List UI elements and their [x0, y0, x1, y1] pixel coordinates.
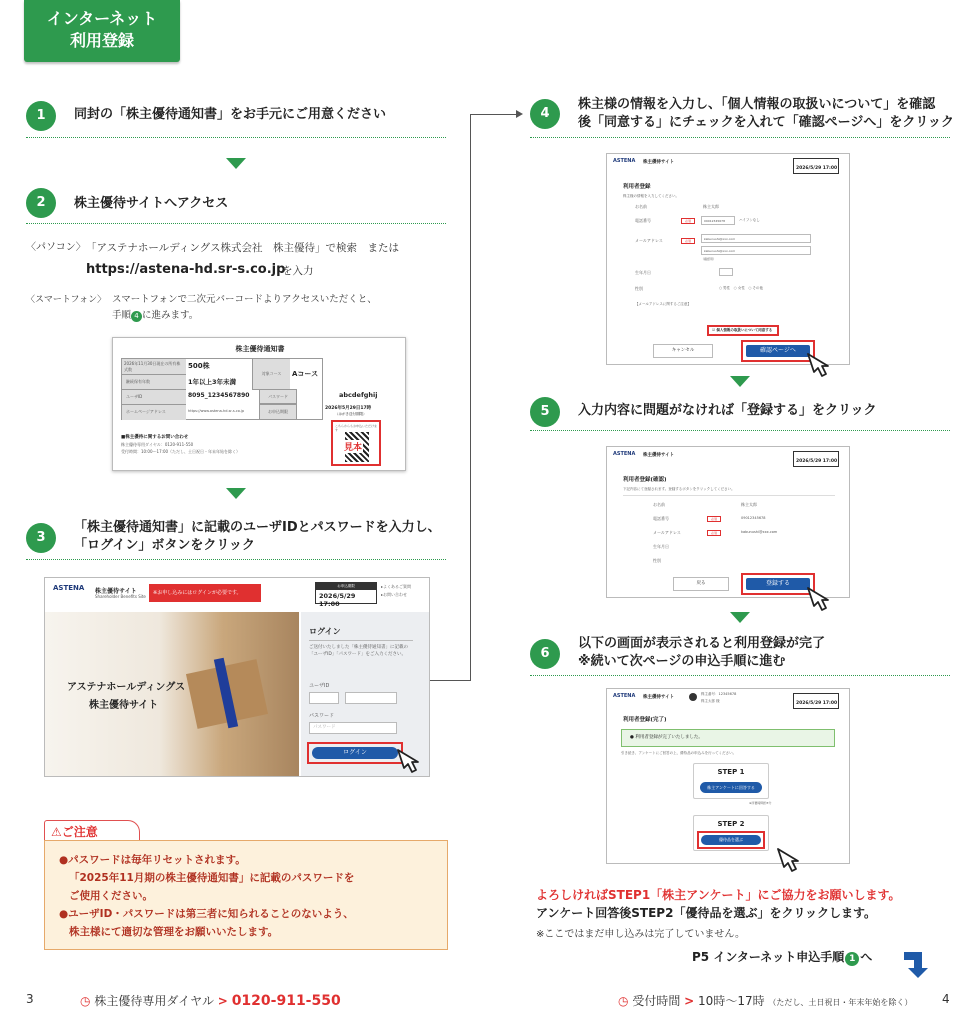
hero-line2: 株主優待サイト — [89, 700, 159, 711]
caution-line2: 「2025年11月期の株主優待通知書」に記載のパスワードを — [69, 872, 355, 884]
not-complete-note: ※ここではまだ申し込みは完了していません。 — [536, 929, 745, 940]
step-6-line2: ※続いて次ページの申込手順に進む — [578, 654, 786, 669]
next-step-badge: 1 — [845, 952, 859, 966]
page-number-left: 3 — [26, 992, 34, 1006]
sp-text1: スマートフォンで二次元バーコードよりアクセスいただくと、 — [112, 294, 377, 305]
next-page-post: へ — [860, 950, 873, 964]
deadline-value: 2026/5/29 17:00 — [319, 592, 356, 608]
pointer-hand-icon — [390, 746, 430, 780]
user-name: 株主太郎 様 — [701, 699, 720, 703]
reg-form — [623, 202, 835, 314]
reg-desc: 株主様の情報を入力してください。 — [623, 194, 679, 198]
dial-label: 株主優待専用ダイヤル — [94, 994, 214, 1008]
login-divider — [309, 640, 413, 641]
email-confirm-input[interactable]: kabunushi@xxx.com — [701, 246, 811, 255]
step-3-line1: 「株主優待通知書」に記載のユーザIDとパスワードを入力し、 — [74, 520, 441, 535]
confirm-desc: 下記内容にて登録されます。登録するボタンをクリックしてください。 — [623, 487, 735, 491]
gender-other[interactable]: その他 — [752, 286, 764, 290]
caution-line3: ご使用ください。 — [69, 890, 153, 902]
pointer-hand-icon — [800, 350, 840, 384]
clock-icon: ◷ — [80, 994, 91, 1008]
step-number-5: 5 — [530, 397, 560, 427]
next-page-link[interactable] — [692, 948, 872, 966]
sp-text2-post: に進みます。 — [142, 310, 199, 321]
turn-down-arrow-icon — [902, 948, 934, 980]
reg-deadline: 2026/5/29 17:00 — [793, 158, 839, 174]
confirm-page-button[interactable]: 確認ページへ — [746, 345, 810, 357]
dial-info — [80, 992, 341, 1009]
login-screenshot — [44, 577, 430, 777]
step-2-text: 株主優待サイトへアクセス — [74, 196, 229, 211]
step-3-line2: 「ログイン」ボタンをクリック — [74, 538, 255, 553]
pc-text: 「アステナホールディングス株式会社 株主優待」で検索 または — [86, 242, 400, 254]
success-banner: ● 利用者登録が完了いたしました。 — [621, 729, 835, 747]
step1-title: STEP 1 — [717, 768, 745, 776]
confirm-birth-label: 生年月日 — [653, 544, 669, 549]
done-title: 利用者登録(完了) — [623, 717, 667, 723]
select-item-button[interactable]: 優待品を選ぶ — [701, 835, 761, 845]
caution-box — [44, 840, 448, 950]
caution-tab: ⚠ご注意 — [44, 820, 140, 842]
sp-text2-pre: 手順 — [112, 310, 132, 321]
sp-text2 — [112, 308, 198, 324]
user-id-input-1[interactable] — [309, 692, 339, 704]
field-name-label: お名前 — [635, 204, 647, 209]
page-number-right: 4 — [942, 992, 950, 1006]
step1-note: ※所要時間約3分 — [749, 801, 772, 805]
notice-contact-2: 株主優待専用ダイヤル：0120-911-550 — [121, 442, 194, 447]
confirm-phone-value: 09012345678 — [741, 516, 766, 520]
email-input[interactable]: kabunushi@xxx.com — [701, 234, 811, 243]
next-page-pre: P5 インターネット申込手順 — [692, 950, 845, 964]
done-site-name: 株主優待サイト — [643, 695, 675, 700]
required-badge: 必須 — [681, 218, 695, 224]
done-info: 引き続き、アンケートにご回答の上、優待品の申込みを行ってください。 — [621, 751, 737, 755]
reg-title: 利用者登録 — [623, 184, 651, 190]
connector-line — [430, 680, 470, 681]
step1-card — [693, 763, 769, 799]
contact-link[interactable]: ▸お問い合わせ — [381, 592, 408, 597]
survey-request: よろしければSTEP1「株主アンケート」にご協力をお願いします。 — [536, 888, 901, 902]
notice-r2-value: 1年以上3年未満 — [188, 378, 237, 386]
cancel-button[interactable]: キャンセル — [653, 344, 713, 358]
select-item-highlight — [697, 831, 765, 849]
confirm-site-name: 株主優待サイト — [643, 453, 675, 458]
qr-code-box — [331, 420, 381, 466]
notice-title: 株主優待通知書 — [235, 345, 285, 353]
notice-r3-value: 8095_1234567890 — [188, 392, 250, 399]
faq-link[interactable]: ▸よくあるご質問 — [381, 584, 412, 589]
birth-select[interactable] — [719, 268, 733, 276]
deadline-box — [315, 582, 377, 608]
divider — [26, 223, 446, 224]
mail-note: 【メールアドレスに関するご注意】 — [635, 302, 691, 306]
step2-title: STEP 2 — [717, 820, 745, 828]
confirm-name-value: 株主太郎 — [741, 502, 757, 507]
sample-stamp: 見本 — [343, 440, 363, 453]
gender-male[interactable]: 男性 — [723, 286, 731, 290]
hours-label: 受付時間 — [632, 994, 681, 1008]
connector-arrow-icon — [516, 110, 523, 118]
registration-screenshot — [606, 153, 850, 365]
step-number-6: 6 — [530, 639, 560, 669]
caution-line1: ●パスワードは毎年リセットされます。 — [59, 854, 246, 866]
required-badge: 必須 — [707, 516, 721, 522]
confirm-email-label: メールアドレス — [653, 530, 681, 535]
login-title: ログイン — [309, 627, 341, 636]
required-badge: 必須 — [681, 238, 695, 244]
field-gender-label: 性別 — [635, 286, 643, 291]
reg-site-name: 株主優待サイト — [643, 160, 675, 165]
step-number-3: 3 — [26, 523, 56, 553]
step-4-line2: 後「同意する」にチェックを入れて「確認ページへ」をクリック — [578, 115, 954, 130]
field-phone-label: 電話番号 — [635, 218, 651, 223]
notice-c1-label: 対象コース — [252, 359, 290, 390]
confirm-screenshot — [606, 446, 850, 598]
step-number-1: 1 — [26, 101, 56, 131]
down-arrow-icon — [730, 376, 750, 387]
divider — [26, 137, 446, 138]
astena-logo: ASTENA — [613, 451, 636, 457]
gender-female[interactable]: 女性 — [737, 286, 745, 290]
deadline-label: お申込期限 — [316, 583, 376, 590]
done-deadline: 2026/5/29 17:00 — [793, 693, 839, 709]
step-number-4: 4 — [530, 99, 560, 129]
notice-r4-value: https://www.astena-hd.sr-s.co.jp — [188, 409, 245, 413]
clock-icon: ◷ — [618, 994, 629, 1008]
survey-instruction: アンケート回答後STEP2「優待品を選ぶ」をクリックします。 — [536, 906, 877, 920]
pointer-hand-icon — [770, 845, 810, 879]
down-arrow-icon — [730, 612, 750, 623]
notice-c3-value: 2026年5月29日17時 — [325, 406, 372, 411]
down-arrow-icon — [226, 158, 246, 169]
dial-separator: > — [217, 994, 228, 1008]
astena-logo: ASTENA — [613, 158, 636, 164]
notice-contact-3: 受付時間：10:00〜17:00（ただし、土日祝日・年末年始を除く） — [121, 449, 241, 454]
section-tag — [24, 0, 180, 62]
user-icon — [689, 693, 697, 701]
step-1-text: 同封の「株主優待通知書」をお手元にご用意ください — [74, 107, 387, 122]
down-arrow-icon — [226, 488, 246, 499]
confirm-gender-label: 性別 — [653, 558, 661, 563]
notice-contact-1: ■株主優待に関するお問い合わせ — [121, 435, 189, 440]
hours-value: 10時〜17時 — [698, 994, 765, 1008]
survey-button[interactable]: 株主アンケートに回答する — [700, 782, 762, 793]
register-button[interactable]: 登録する — [746, 578, 810, 590]
divider — [530, 137, 950, 138]
pc-label: 〈パソコン〉 — [26, 242, 86, 253]
back-button[interactable]: 戻る — [673, 577, 729, 591]
done-screenshot — [606, 688, 850, 864]
hero-line1: アステナホールディングス — [67, 682, 186, 693]
caution-line5: 株主様にて適切な管理をお願いいたします。 — [69, 926, 279, 938]
notice-c3-label: お申込期限 — [259, 404, 297, 420]
qr-caption: こちらからもお申込いただけます — [335, 424, 378, 432]
divider — [530, 675, 950, 676]
notice-r2-label: 継続保有年数 — [122, 375, 186, 390]
section-tag-line1: インターネット — [46, 9, 158, 28]
confirm-email-value: kabunushi@xxx.com — [741, 530, 778, 534]
confirm-title: 利用者登録(確認) — [623, 477, 667, 483]
section-tag-line2: 利用登録 — [69, 31, 134, 50]
confirm-table — [623, 495, 835, 567]
connector-line — [470, 114, 516, 115]
pointer-hand-icon — [800, 584, 840, 618]
password-label: パスワード — [309, 713, 335, 719]
email-hint: （確認用） — [701, 257, 717, 261]
confirm-phone-label: 電話番号 — [653, 516, 669, 521]
caution-title: ご注意 — [61, 825, 98, 839]
gender-options[interactable]: ○ 男性 ○ 女性 ○ その他 — [719, 286, 764, 290]
hours-info — [618, 992, 912, 1009]
phone-suffix: ハイフンなし — [739, 218, 760, 222]
login-site-name: 株主優待サイト — [95, 588, 137, 595]
notice-r1-label: 2026年11月30日現在の所有株式数 — [122, 359, 186, 375]
success-text: 利用者登録が完了いたしました。 — [635, 735, 703, 740]
notice-c2-label: パスワード — [259, 389, 297, 404]
required-badge: 必須 — [707, 530, 721, 536]
divider — [26, 559, 446, 560]
notice-c3-sub: （はがき送付期限） — [335, 412, 367, 416]
step-number-2: 2 — [26, 188, 56, 218]
user-id-label: ユーザID — [309, 683, 330, 689]
privacy-checkbox-highlight[interactable]: ☑ 個人情報の取扱いについて同意する — [707, 325, 779, 336]
login-button[interactable]: ログイン — [312, 747, 398, 759]
user-number: 株主番号：12345678 — [701, 692, 737, 696]
sp-label: 〈スマートフォン〉 — [26, 295, 107, 305]
step-ref-badge: 4 — [131, 311, 142, 322]
site-url[interactable]: https://astena-hd.sr-s.co.jp — [86, 262, 286, 277]
login-desc: ご送付いたしました「株主優待通知書」に記載の「ユーザID」「パスワード」をご入力ください。 — [309, 645, 408, 657]
astena-logo: ASTENA — [613, 693, 636, 699]
step-4-line1: 株主様の情報を入力し、「個人情報の取扱いについて」を確認 — [578, 97, 936, 112]
hours-separator: > — [684, 994, 695, 1008]
hero-image — [45, 612, 299, 776]
login-button-highlight — [307, 742, 403, 764]
notice-r3-label: ユーザID — [122, 390, 186, 405]
field-birth-label: 生年月日 — [635, 270, 651, 275]
password-input[interactable]: パスワード — [309, 722, 397, 734]
step-6-line1: 以下の画面が表示されると利用登録が完了 — [578, 636, 826, 651]
user-id-input-2[interactable] — [345, 692, 397, 704]
connector-line — [470, 114, 471, 681]
login-site-sub: Shareholder Benefits Site — [95, 594, 146, 599]
step-5-text: 入力内容に問題がなければ「登録する」をクリック — [578, 403, 877, 418]
astena-logo: ASTENA — [53, 584, 85, 592]
notice-r4-label: ホームページアドレス — [122, 405, 186, 420]
notice-card — [112, 337, 406, 471]
caution-line4: ●ユーザID・パスワードは第三者に知られることのないよう、 — [59, 908, 354, 920]
phone-input[interactable]: 09012345678 — [701, 216, 735, 225]
hours-note: （ただし、土日祝日・年末年始を除く） — [768, 998, 913, 1007]
field-email-label: メールアドレス — [635, 238, 663, 243]
confirm-name-label: お名前 — [653, 502, 665, 507]
notice-r1-value: 500株 — [188, 362, 210, 370]
url-suffix: を入力 — [282, 265, 314, 277]
privacy-agree-label: 個人情報の取扱いについて同意する — [716, 328, 773, 332]
notice-c1-value: Aコース — [292, 370, 319, 378]
login-alert-banner: ※お申し込みにはログインが必要です。 — [149, 584, 261, 602]
divider — [530, 430, 950, 431]
notice-c2-value: abcdefghij — [339, 391, 378, 399]
field-name-value: 株主太郎 — [703, 204, 719, 209]
confirm-deadline: 2026/5/29 17:00 — [793, 451, 839, 467]
dial-number[interactable]: 0120-911-550 — [231, 993, 341, 1009]
